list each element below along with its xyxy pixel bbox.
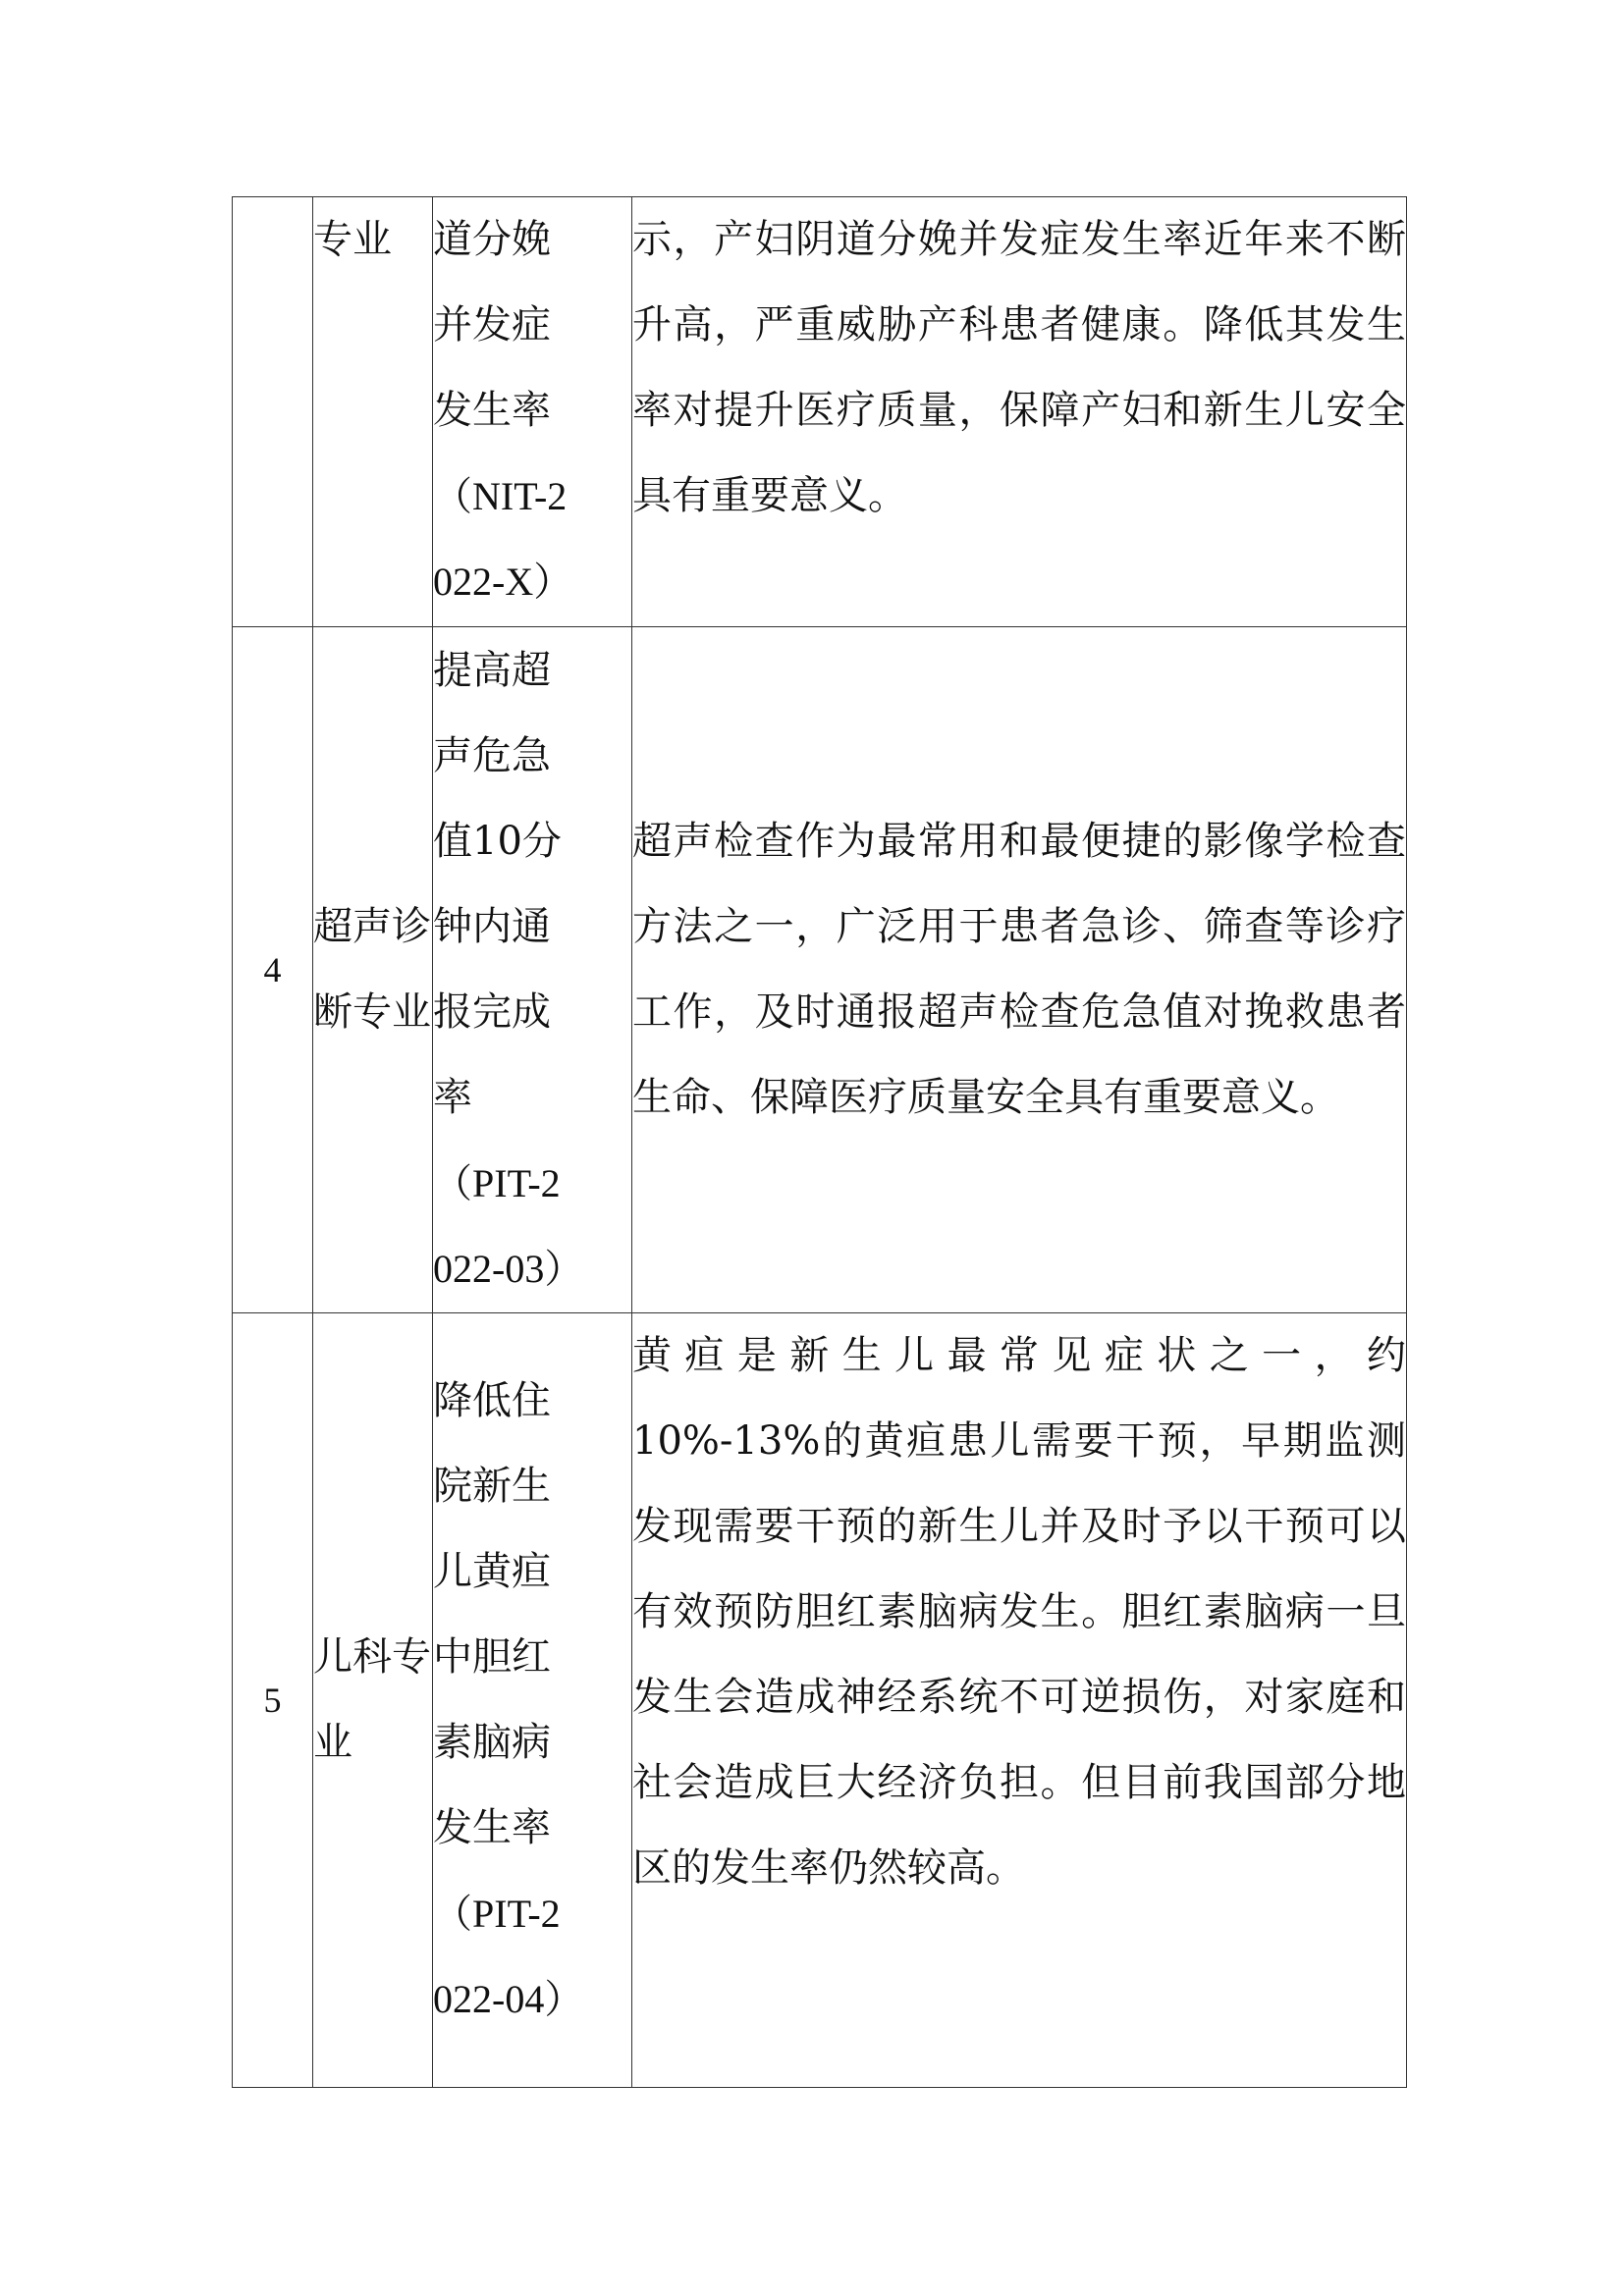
indicator-line: 报完成: [433, 989, 551, 1035]
indicator-line: 声危急: [433, 733, 551, 778]
indicator-line: 道分娩: [433, 217, 551, 262]
indicator-table: [232, 196, 1407, 2088]
indicator-code-line: 022-04）: [433, 1977, 584, 2021]
indicator-code-line: （NIT-2: [433, 474, 568, 518]
row-index: [233, 197, 313, 627]
indicator-line: 率: [433, 1075, 472, 1120]
table-row: [233, 197, 1407, 627]
indicator-line: 提高超: [433, 648, 551, 693]
row-index: 4: [233, 627, 313, 1313]
indicator-line: 值10分: [433, 819, 562, 864]
indicator-line: 发生率: [433, 1805, 551, 1850]
indicator-line: 并发症: [433, 302, 551, 347]
indicator-line: 院新生: [433, 1464, 551, 1509]
description-cell: 超声检查作为最常用和最便捷的影像学检查方法之一，广泛用于患者急诊、筛查等诊疗工作，及时通报超声检查危急值对挽救患者生命、保障医疗质量安全具有重要意义。: [632, 627, 1407, 1313]
table-row: [233, 627, 1407, 1313]
indicator-code-line: （PIT-2: [433, 1161, 561, 1205]
indicator-cell: [433, 1313, 632, 2088]
row-index: 5: [233, 1313, 313, 2088]
indicator-line: 素脑病: [433, 1720, 551, 1765]
indicator-code-line: （PIT-2: [433, 1892, 561, 1936]
description-cell: 示，产妇阴道分娩并发症发生率近年来不断升高，严重威胁产科患者健康。降低其发生率对提升医疗质量，保障产妇和新生儿安全具有重要意义。: [632, 197, 1407, 627]
indicator-line: 儿黄疸: [433, 1549, 551, 1594]
indicator-cell: [433, 627, 632, 1313]
specialty-cell: 专业: [313, 197, 433, 627]
table-row: [233, 1313, 1407, 2088]
indicator-code-line: 022-X）: [433, 560, 573, 604]
indicator-line: 降低住: [433, 1378, 551, 1423]
indicator-line: 中胆红: [433, 1634, 551, 1680]
indicator-code-line: 022-03）: [433, 1247, 584, 1291]
indicator-line: 发生率: [433, 388, 551, 433]
specialty-cell: 超声诊断专业: [313, 627, 433, 1313]
indicator-cell: [433, 197, 632, 627]
description-cell: 黄疸是新生儿最常见症状之一，约10%-13%的黄疸患儿需要干预，早期监测发现需要干预的新生儿并及时予以干预可以有效预防胆红素脑病发生。胆红素脑病一旦发生会造成神经系统不可逆损伤，对家庭和社会造成巨大经济负担。但目前我国部分地区的发生率仍然较高。: [632, 1313, 1407, 2088]
specialty-cell: 儿科专业: [313, 1313, 433, 2088]
indicator-line: 钟内通: [433, 904, 551, 949]
